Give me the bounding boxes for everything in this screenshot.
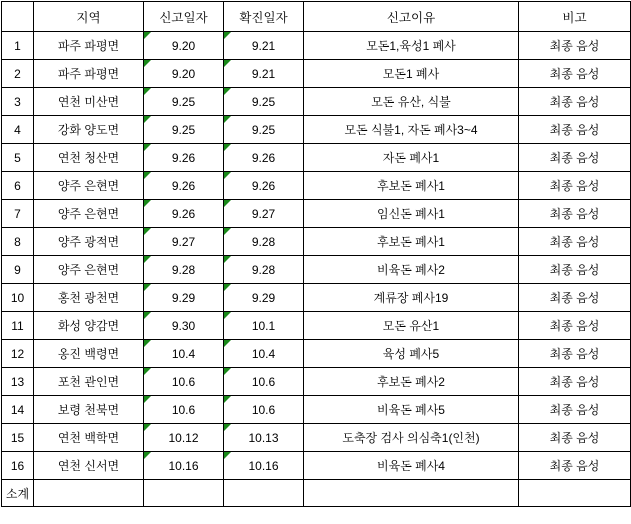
cell-note[interactable]: 최종 음성	[519, 116, 631, 144]
cell-confirm-date[interactable]: 10.16	[224, 452, 304, 480]
cell-region[interactable]: 파주 파평면	[34, 32, 144, 60]
cell-report-date[interactable]: 9.28	[144, 256, 224, 284]
cell-report-date[interactable]: 10.12	[144, 424, 224, 452]
cell-report-date[interactable]: 10.6	[144, 368, 224, 396]
cell-total-note[interactable]	[519, 480, 631, 507]
cell-note[interactable]: 최종 음성	[519, 340, 631, 368]
cell-no[interactable]: 4	[2, 116, 34, 144]
cell-note[interactable]: 최종 음성	[519, 228, 631, 256]
cell-confirm-date[interactable]: 9.28	[224, 228, 304, 256]
cell-region[interactable]: 양주 은현면	[34, 256, 144, 284]
spreadsheet-sheet	[0, 1, 631, 524]
cell-no[interactable]: 6	[2, 172, 34, 200]
data-table	[1, 1, 631, 507]
cell-region[interactable]: 양주 광적면	[34, 228, 144, 256]
cell-confirm-date[interactable]: 9.29	[224, 284, 304, 312]
cell-region[interactable]: 파주 파평면	[34, 60, 144, 88]
cell-confirm-date[interactable]: 10.4	[224, 340, 304, 368]
cell-reason[interactable]: 비육돈 폐사5	[304, 396, 519, 424]
cell-no[interactable]: 2	[2, 60, 34, 88]
column-header-note: 비고	[519, 2, 631, 32]
cell-no[interactable]: 8	[2, 228, 34, 256]
cell-confirm-date[interactable]: 9.25	[224, 88, 304, 116]
cell-reason[interactable]: 후보돈 폐사1	[304, 172, 519, 200]
cell-report-date[interactable]: 9.27	[144, 228, 224, 256]
table-header-row	[2, 2, 631, 32]
cell-reason[interactable]: 모돈 식불1, 자돈 폐사3~4	[304, 116, 519, 144]
table-row[interactable]	[2, 228, 631, 256]
cell-no[interactable]: 7	[2, 200, 34, 228]
cell-note[interactable]: 최종 음성	[519, 424, 631, 452]
cell-reason[interactable]: 계류장 폐사19	[304, 284, 519, 312]
cell-confirm-date[interactable]: 9.21	[224, 32, 304, 60]
table-row[interactable]	[2, 88, 631, 116]
cell-note[interactable]: 최종 음성	[519, 200, 631, 228]
cell-note[interactable]: 최종 음성	[519, 256, 631, 284]
cell-reason[interactable]: 후보돈 폐사2	[304, 368, 519, 396]
cell-confirm-date[interactable]: 9.21	[224, 60, 304, 88]
cell-total-report[interactable]	[144, 480, 224, 507]
cell-region[interactable]: 연천 청산면	[34, 144, 144, 172]
cell-no[interactable]: 13	[2, 368, 34, 396]
cell-report-date[interactable]: 10.6	[144, 396, 224, 424]
cell-note[interactable]: 최종 음성	[519, 452, 631, 480]
cell-confirm-date[interactable]: 10.13	[224, 424, 304, 452]
cell-region[interactable]: 연천 미산면	[34, 88, 144, 116]
cell-note[interactable]: 최종 음성	[519, 32, 631, 60]
cell-total-confirm[interactable]	[224, 480, 304, 507]
cell-report-date[interactable]: 9.25	[144, 116, 224, 144]
table-total-row[interactable]	[2, 480, 631, 507]
cell-reason[interactable]: 비육돈 폐사4	[304, 452, 519, 480]
cell-no[interactable]: 1	[2, 32, 34, 60]
cell-report-date[interactable]: 9.25	[144, 88, 224, 116]
cell-region[interactable]: 화성 양감면	[34, 312, 144, 340]
cell-reason[interactable]: 모돈 유산1	[304, 312, 519, 340]
cell-reason[interactable]: 육성 폐사5	[304, 340, 519, 368]
cell-note[interactable]: 최종 음성	[519, 88, 631, 116]
cell-reason[interactable]: 비육돈 폐사2	[304, 256, 519, 284]
cell-region[interactable]: 포천 관인면	[34, 368, 144, 396]
cell-no[interactable]: 16	[2, 452, 34, 480]
column-header-confirm-date: 확진일자	[224, 2, 304, 32]
cell-confirm-date[interactable]: 10.1	[224, 312, 304, 340]
cell-note[interactable]: 최종 음성	[519, 172, 631, 200]
cell-report-date[interactable]: 10.16	[144, 452, 224, 480]
cell-report-date[interactable]: 9.26	[144, 200, 224, 228]
cell-confirm-date[interactable]: 9.27	[224, 200, 304, 228]
cell-reason[interactable]: 모돈 유산, 식불	[304, 88, 519, 116]
cell-region[interactable]: 강화 양도면	[34, 116, 144, 144]
table-row[interactable]	[2, 424, 631, 452]
table-row[interactable]	[2, 256, 631, 284]
cell-confirm-date[interactable]: 9.28	[224, 256, 304, 284]
cell-no[interactable]: 9	[2, 256, 34, 284]
cell-no[interactable]: 5	[2, 144, 34, 172]
table-body	[2, 32, 631, 507]
cell-report-date[interactable]: 10.4	[144, 340, 224, 368]
table-row[interactable]	[2, 60, 631, 88]
cell-reason[interactable]: 자돈 폐사1	[304, 144, 519, 172]
table-row[interactable]	[2, 452, 631, 480]
cell-reason[interactable]: 모돈1 폐사	[304, 60, 519, 88]
cell-no[interactable]: 3	[2, 88, 34, 116]
cell-note[interactable]: 최종 음성	[519, 284, 631, 312]
cell-confirm-date[interactable]: 9.26	[224, 144, 304, 172]
column-header-region: 지역	[34, 2, 144, 32]
cell-no[interactable]: 15	[2, 424, 34, 452]
cell-reason[interactable]: 후보돈 폐사1	[304, 228, 519, 256]
cell-report-date[interactable]: 9.20	[144, 32, 224, 60]
cell-no[interactable]: 11	[2, 312, 34, 340]
cell-report-date[interactable]: 9.30	[144, 312, 224, 340]
cell-confirm-date[interactable]: 10.6	[224, 396, 304, 424]
table-row[interactable]	[2, 396, 631, 424]
column-header-reason: 신고이유	[304, 2, 519, 32]
cell-no[interactable]: 12	[2, 340, 34, 368]
table-row[interactable]	[2, 368, 631, 396]
table-row[interactable]	[2, 116, 631, 144]
cell-region[interactable]: 옹진 백령면	[34, 340, 144, 368]
cell-confirm-date[interactable]: 9.25	[224, 116, 304, 144]
cell-report-date[interactable]: 9.29	[144, 284, 224, 312]
cell-report-date[interactable]: 9.26	[144, 144, 224, 172]
cell-note[interactable]: 최종 음성	[519, 368, 631, 396]
table-row[interactable]	[2, 340, 631, 368]
cell-total-reason[interactable]	[304, 480, 519, 507]
cell-reason[interactable]: 모돈1,육성1 폐사	[304, 32, 519, 60]
cell-reason[interactable]: 임신돈 폐사1	[304, 200, 519, 228]
table-row[interactable]	[2, 312, 631, 340]
column-header-no	[2, 2, 34, 32]
cell-report-date[interactable]: 9.20	[144, 60, 224, 88]
cell-region[interactable]: 양주 은현면	[34, 172, 144, 200]
cell-no[interactable]: 10	[2, 284, 34, 312]
cell-note[interactable]: 최종 음성	[519, 60, 631, 88]
cell-region[interactable]: 양주 은현면	[34, 200, 144, 228]
cell-confirm-date[interactable]: 10.6	[224, 368, 304, 396]
cell-no[interactable]: 14	[2, 396, 34, 424]
cell-report-date[interactable]: 9.26	[144, 172, 224, 200]
table-row[interactable]	[2, 172, 631, 200]
cell-note[interactable]: 최종 음성	[519, 396, 631, 424]
cell-reason[interactable]: 도축장 검사 의심축1(인천)	[304, 424, 519, 452]
cell-note[interactable]: 최종 음성	[519, 144, 631, 172]
cell-note[interactable]: 최종 음성	[519, 312, 631, 340]
table-row[interactable]	[2, 284, 631, 312]
cell-region[interactable]: 연천 백학면	[34, 424, 144, 452]
cell-region[interactable]: 연천 신서면	[34, 452, 144, 480]
table-row[interactable]	[2, 144, 631, 172]
cell-region[interactable]: 홍천 광천면	[34, 284, 144, 312]
cell-region[interactable]: 보령 천북면	[34, 396, 144, 424]
table-row[interactable]	[2, 200, 631, 228]
cell-total-label[interactable]: 소계	[2, 480, 34, 507]
cell-total-region[interactable]	[34, 480, 144, 507]
column-header-report-date: 신고일자	[144, 2, 224, 32]
cell-confirm-date[interactable]: 9.26	[224, 172, 304, 200]
table-row[interactable]	[2, 32, 631, 60]
